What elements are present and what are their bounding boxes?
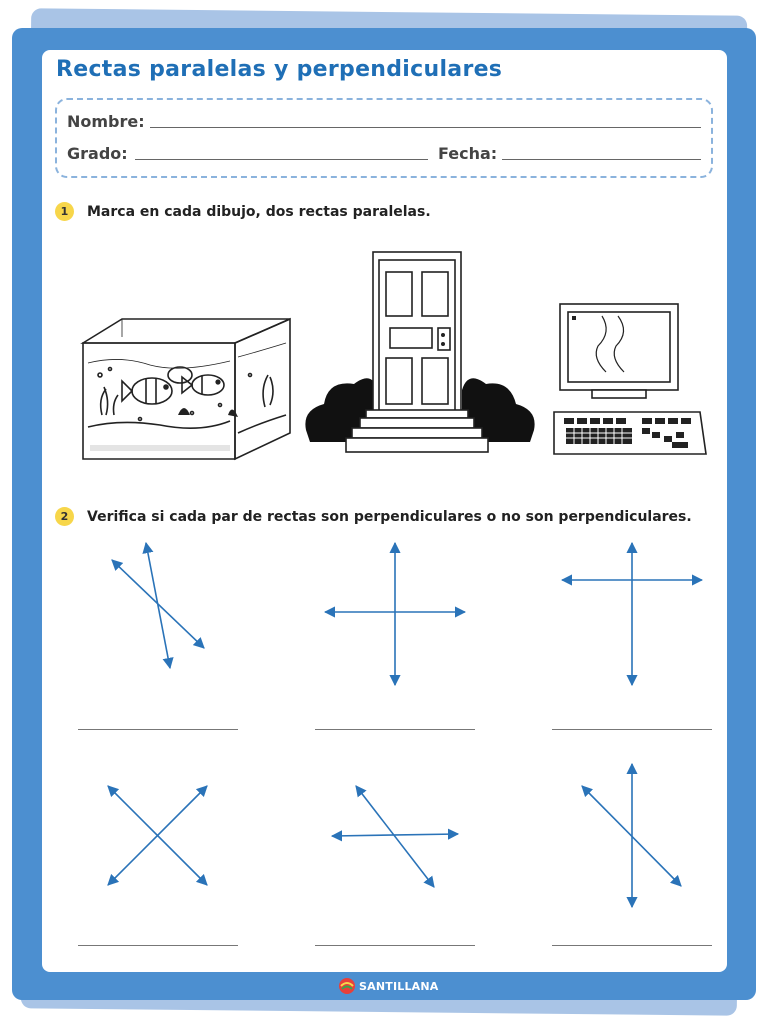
name-label: Nombre: xyxy=(67,112,145,131)
answer-line-6[interactable] xyxy=(552,945,712,946)
santillana-logo-icon xyxy=(338,977,356,995)
pair-5-line-b xyxy=(356,786,434,887)
date-label: Fecha: xyxy=(438,144,498,163)
pair-1-line-b xyxy=(146,543,170,668)
footer-logo xyxy=(338,977,439,995)
question-text: Marca en cada dibujo, dos rectas paralelas. xyxy=(87,203,431,220)
page-title: Rectas paralelas y perpendiculares xyxy=(56,57,503,82)
answer-line-5[interactable] xyxy=(315,945,475,946)
answer-line-4[interactable] xyxy=(78,945,238,946)
question-text: Verifica si cada par de rectas son perpendiculares o no son perpendiculares. xyxy=(87,508,692,525)
answer-line-2[interactable] xyxy=(315,729,475,730)
grade-label: Grado: xyxy=(67,144,128,163)
answer-line-3[interactable] xyxy=(552,729,712,730)
question-number-badge: 1 xyxy=(55,202,74,221)
answer-line-1[interactable] xyxy=(78,729,238,730)
brand-name: SANTILLANA xyxy=(359,979,439,993)
question-number-badge: 2 xyxy=(55,507,74,526)
